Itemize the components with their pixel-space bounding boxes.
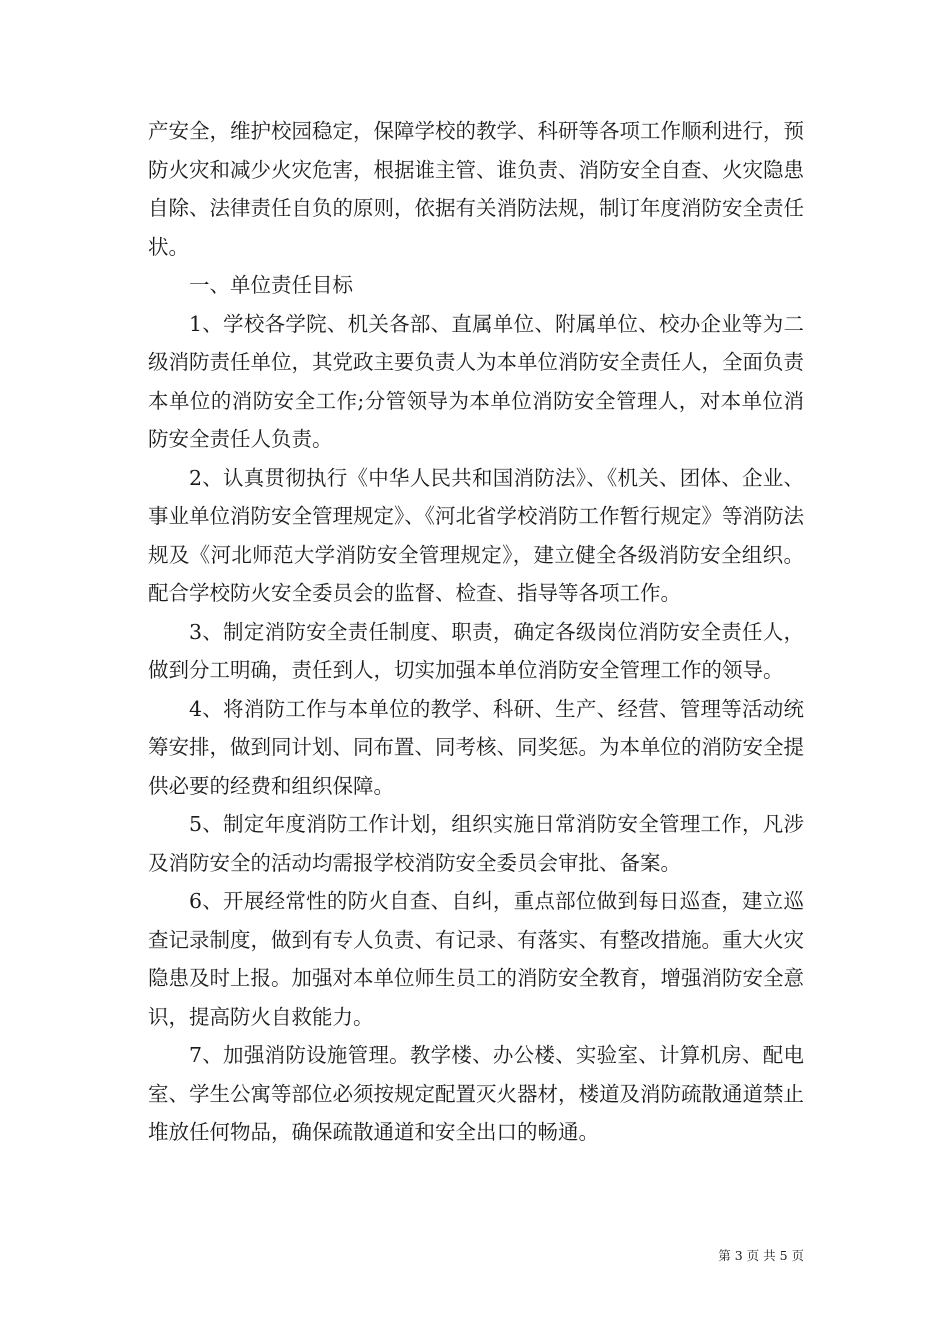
paragraph-item-7: 7、加强消防设施管理。教学楼、办公楼、实验室、计算机房、配电室、学生公寓等部位必须按规定配置灭火器材，楼道及消防疏散通道禁止堆放任何物品，确保疏散通道和安全出口的畅通。 (148, 1043, 804, 1144)
paragraph-item-5: 5、制定年度消防工作计划，组织实施日常消防安全管理工作，凡涉及消防安全的活动均需报学校消防安全委员会审批、备案。 (148, 812, 804, 875)
paragraph-intro-continuation: 产安全，维护校园稳定，保障学校的教学、科研等各项工作顺利进行，预防火灾和减少火灾危害，根据谁主管、谁负责、消防安全自查、火灾隐患自除、法律责任自负的原则，依据有关消防法规，制订年度消防安全责任状。 (148, 119, 804, 259)
paragraph-item-2: 2、认真贯彻执行《中华人民共和国消防法》、《机关、团体、企业、事业单位消防安全管理规定》、《河北省学校消防工作暂行规定》等消防法规及《河北师范大学消防安全管理规定》，建立健全各级消防安全组织。配合学校防火安全委员会的监督、检查、指导等各项工作。 (148, 465, 804, 605)
paragraph-item-6: 6、开展经常性的防火自查、自纠，重点部位做到每日巡查，建立巡查记录制度，做到有专人负责、有记录、有落实、有整改措施。重大火灾隐患及时上报。加强对本单位师生员工的消防安全教育，增强消防安全意识，提高防火自救能力。 (148, 889, 804, 1029)
paragraph-item-3: 3、制定消防安全责任制度、职责，确定各级岗位消防安全责任人，做到分工明确，责任到人，切实加强本单位消防安全管理工作的领导。 (148, 619, 804, 682)
paragraph-item-1: 1、学校各学院、机关各部、直属单位、附属单位、校办企业等为二级消防责任单位，其党政主要负责人为本单位消防安全责任人，全面负责本单位的消防安全工作;分管领导为本单位消防安全管理人，对本单位消防安全责任人负责。 (148, 311, 804, 451)
document-body (148, 112, 804, 1152)
section-heading-unit-responsibility: 一、单位责任目标 (189, 273, 353, 297)
page-number-footer: 第 3 页 共 5 页 (718, 1248, 804, 1263)
paragraph-item-4: 4、将消防工作与本单位的教学、科研、生产、经营、管理等活动统筹安排，做到同计划、同布置、同考核、同奖惩。为本单位的消防安全提供必要的经费和组织保障。 (148, 696, 804, 798)
